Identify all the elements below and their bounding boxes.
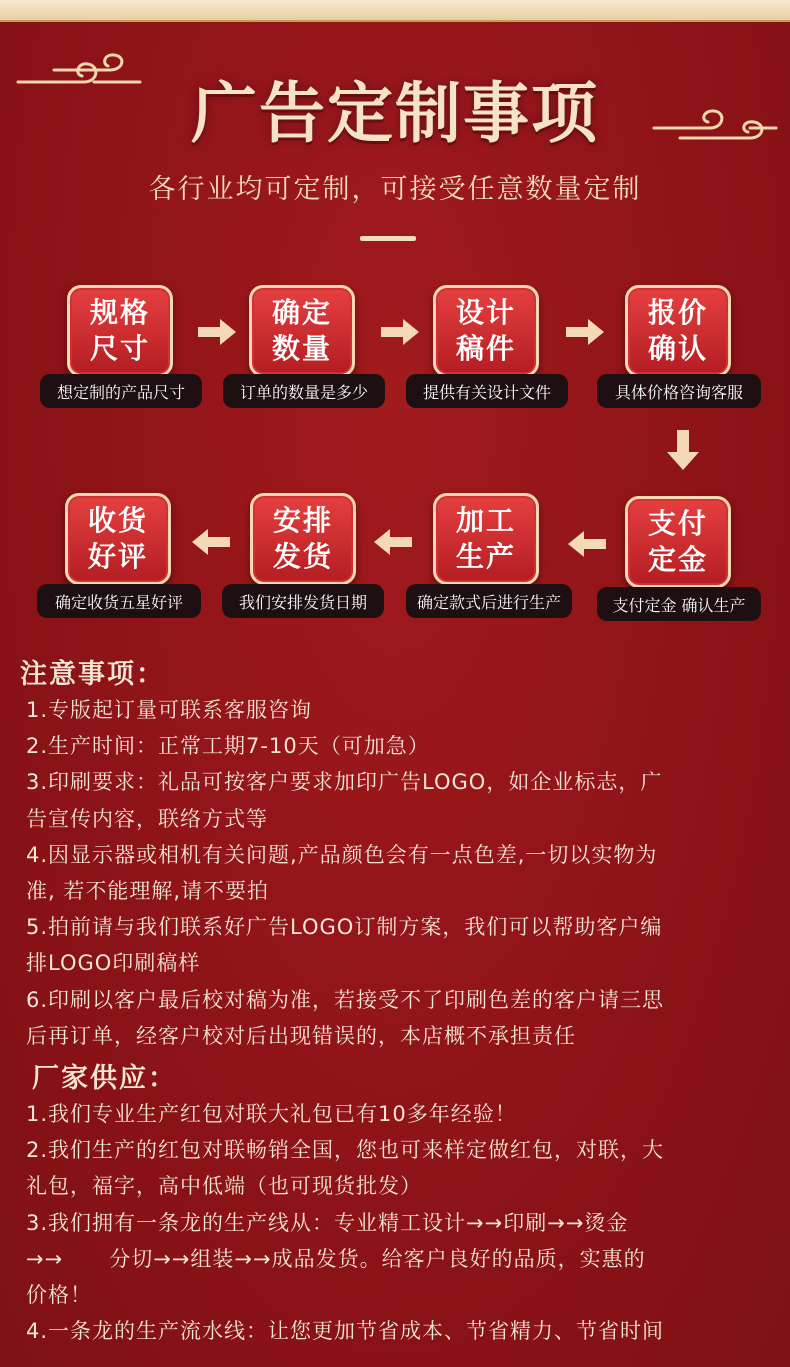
notes-section <box>20 652 776 1349</box>
step-caption: 提供有关设计文件 <box>406 374 568 408</box>
step-label-1: 安排 <box>272 504 333 537</box>
arrow-left-icon <box>374 529 412 555</box>
supply-line: 2.我们生产的红包对联畅销全国，您也可来样定做红包，对联，大 <box>26 1138 665 1163</box>
arrow-right-icon <box>566 319 604 345</box>
arrow-right-icon <box>198 319 236 345</box>
step-label-1: 规格 <box>89 296 150 329</box>
step-caption: 确定收货五星好评 <box>37 584 201 618</box>
note-line: 3.印刷要求：礼品可按客户要求加印广告LOGO，如企业标志，广 <box>26 770 663 795</box>
step-shipping <box>250 493 356 585</box>
note-line: 6.印刷以客户最后校对稿为准，若接受不了印刷色差的客户请三思 <box>26 987 665 1012</box>
step-design <box>433 285 539 377</box>
step-quantity <box>249 285 355 377</box>
arrow-left-icon <box>192 529 230 555</box>
step-label-2: 确认 <box>647 332 708 365</box>
supply-line: →→ 分切→→组装→→成品发货。给客户良好的品质，实惠的 <box>26 1246 646 1271</box>
note-line: 5.拍前请与我们联系好广告LOGO订制方案，我们可以帮助客户编 <box>26 915 663 940</box>
step-caption: 支付定金 确认生产 <box>597 587 761 621</box>
supply-line: 礼包，福字，高中低端（也可现货批发） <box>26 1174 422 1199</box>
step-quote <box>625 285 731 377</box>
notes-heading: 注意事项： <box>20 659 165 690</box>
step-label-2: 稿件 <box>455 332 516 365</box>
step-label-1: 设计 <box>455 296 516 329</box>
step-label-1: 报价 <box>647 296 708 329</box>
supply-line: 1.我们专业生产红包对联大礼包已有10多年经验！ <box>26 1102 517 1127</box>
step-label-2: 尺寸 <box>89 332 150 365</box>
step-production <box>433 493 539 585</box>
divider <box>360 236 416 241</box>
supply-heading: 厂家供应： <box>32 1063 177 1095</box>
step-label-2: 生产 <box>455 540 516 573</box>
step-caption: 具体价格咨询客服 <box>597 374 761 408</box>
note-line: 2.生产时间：正常工期7-10天（可加急） <box>26 734 430 759</box>
top-border <box>0 0 790 22</box>
step-caption: 确定款式后进行生产 <box>406 584 572 618</box>
step-label-2: 数量 <box>271 332 332 365</box>
step-label-1: 收货 <box>87 504 148 537</box>
step-caption: 订单的数量是多少 <box>223 374 385 408</box>
arrow-left-icon <box>568 531 606 557</box>
step-caption: 我们安排发货日期 <box>222 584 384 618</box>
step-size <box>67 285 173 377</box>
note-line: 后再订单，经客户校对后出现错误的，本店概不承担责任 <box>26 1023 576 1048</box>
page-subtitle: 各行业均可定制，可接受任意数量定制 <box>148 174 642 205</box>
step-deposit <box>625 496 731 588</box>
step-review <box>65 493 171 585</box>
page-title: 广告定制事项 <box>191 74 599 152</box>
supply-line: 3.我们拥有一条龙的生产线从：专业精工设计→→印刷→→烫金 <box>26 1210 629 1235</box>
step-caption: 想定制的产品尺寸 <box>40 374 202 408</box>
step-label-1: 确定 <box>271 296 332 329</box>
supply-line: 价格！ <box>26 1283 92 1308</box>
note-line: 告宣传内容，联络方式等 <box>26 806 268 831</box>
step-label-1: 加工 <box>455 504 516 537</box>
arrow-down-icon <box>667 430 699 470</box>
step-label-2: 好评 <box>87 540 148 573</box>
note-line: 1.专版起订量可联系客服咨询 <box>26 698 313 722</box>
note-line: 准, 若不能理解,请不要拍 <box>26 879 270 904</box>
supply-line: 4.一条龙的生产流水线：让您更加节省成本、节省精力、节省时间 <box>26 1319 665 1344</box>
step-label-2: 发货 <box>272 540 333 573</box>
step-label-1: 支付 <box>647 507 708 540</box>
arrow-right-icon <box>381 319 419 345</box>
note-line: 排LOGO印刷稿样 <box>26 951 201 976</box>
note-line: 4.因显示器或相机有关问题,产品颜色会有一点色差,一切以实物为 <box>26 842 658 867</box>
step-label-2: 定金 <box>647 543 708 576</box>
